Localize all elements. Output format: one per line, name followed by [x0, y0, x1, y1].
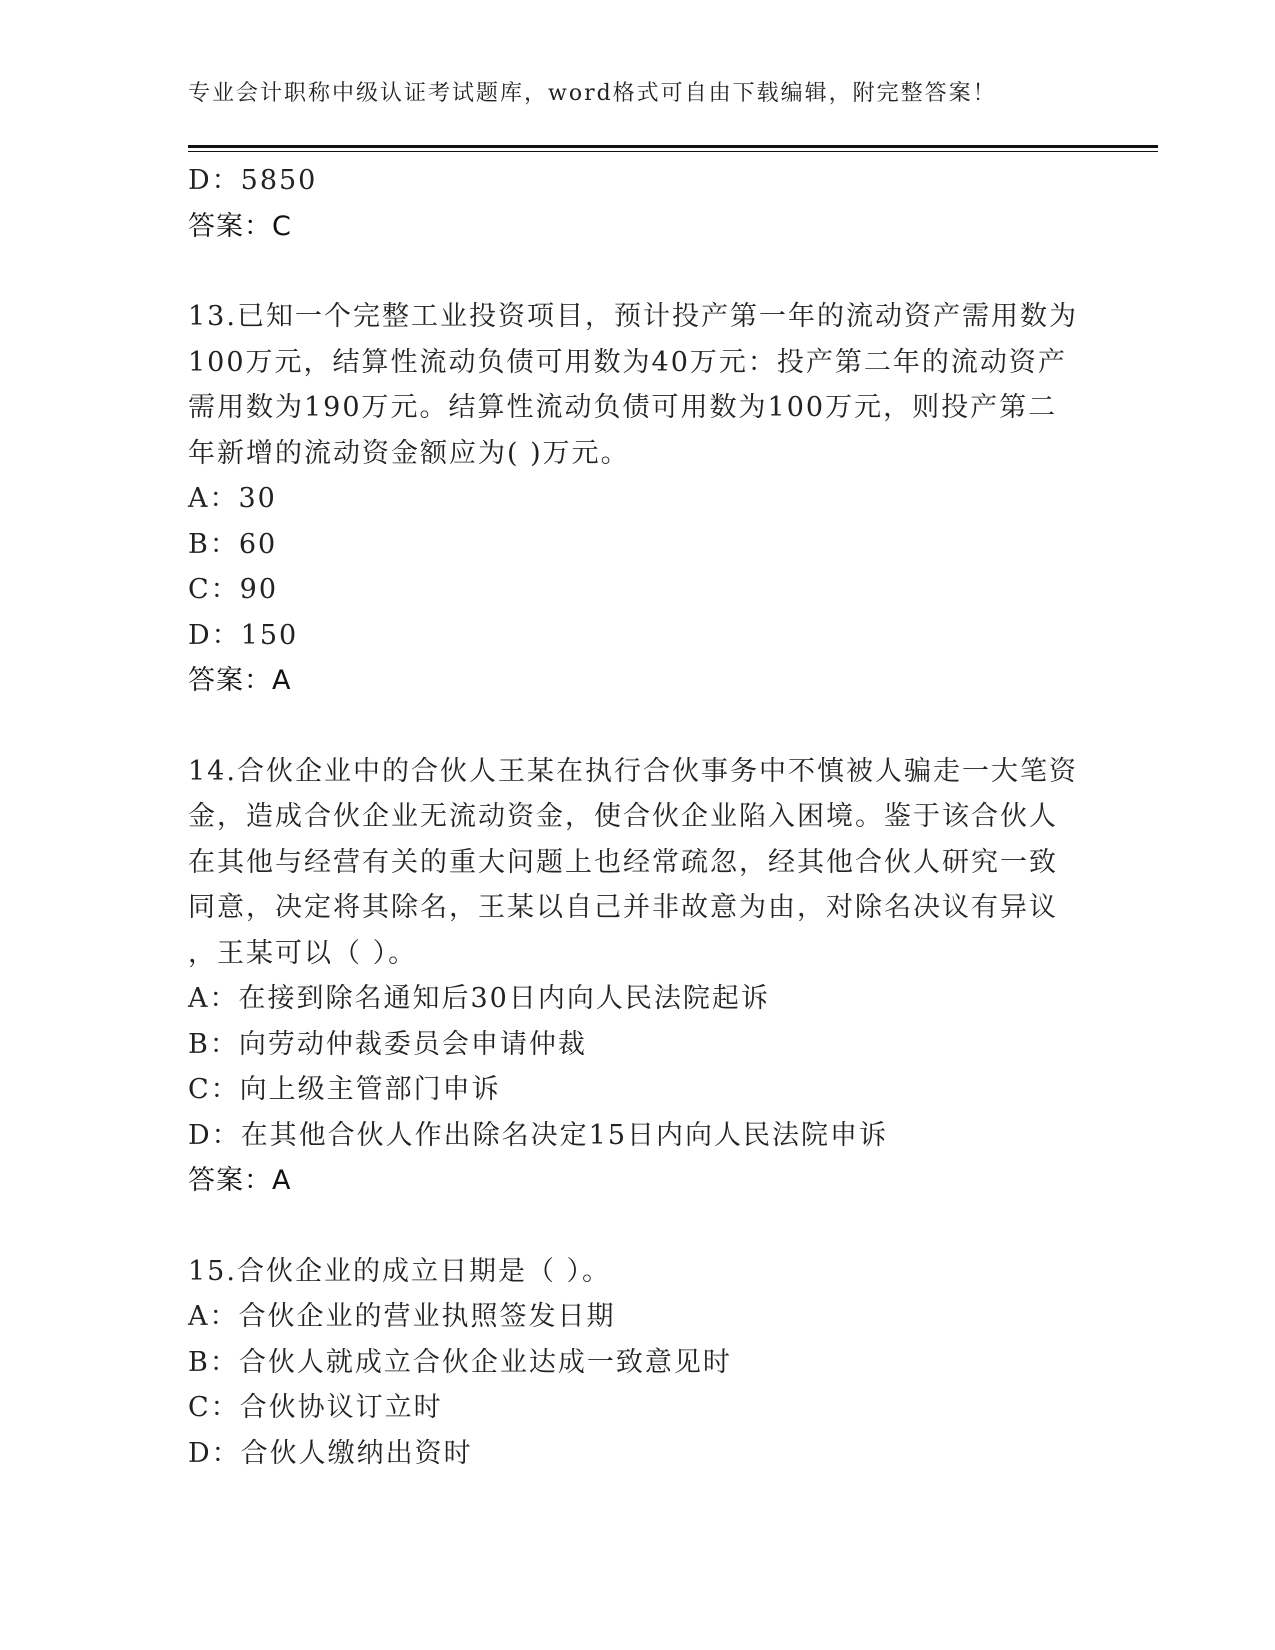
- question-15: [188, 1249, 1088, 1477]
- header-rule-thin: [188, 151, 1158, 152]
- option-d: D：150: [188, 619, 299, 651]
- prev-option-d: D：5850: [188, 165, 318, 196]
- page-header: 专业会计职称中级认证考试题库，word格式可自由下载编辑，附完整答案！: [188, 81, 997, 106]
- question-content: [188, 158, 1088, 1476]
- option-b: B：60: [188, 528, 278, 560]
- option-a: A：合伙企业的营业执照签发日期: [188, 1301, 616, 1332]
- option-c: C：90: [188, 574, 279, 605]
- question-stem-line: 金，造成合伙企业无流动资金，使合伙企业陷入困境。鉴于该合伙人: [188, 801, 1058, 832]
- option-a: A：30: [188, 483, 277, 514]
- question-stem-line: 100万元，结算性流动负债可用数为40万元：投产第二年的流动资产: [188, 346, 1067, 378]
- question-stem-line: 在其他与经营有关的重大问题上也经常疏忽，经其他合伙人研究一致: [188, 846, 1058, 878]
- header-rule-thick: [188, 145, 1158, 148]
- option-c: C：向上级主管部门申诉: [188, 1074, 501, 1105]
- question-stem-line: 13.已知一个完整工业投资项目，预计投产第一年的流动资产需用数为: [188, 301, 1078, 332]
- option-b: B：合伙人就成立合伙企业达成一致意见时: [188, 1346, 732, 1378]
- question-stem-line: ，王某可以（ ）。: [188, 937, 418, 969]
- prev-answer: 答案：C: [188, 210, 292, 242]
- option-d: D：合伙人缴纳出资时: [188, 1437, 473, 1469]
- question-stem-line: 14.合伙企业中的合伙人王某在执行合伙事务中不慎被人骗走一大笔资: [188, 755, 1078, 787]
- option-b: B：向劳动仲裁委员会申请仲裁: [188, 1028, 587, 1060]
- spacer: [188, 249, 1088, 294]
- question-14: [188, 749, 1088, 1204]
- option-c: C：合伙协议订立时: [188, 1392, 443, 1423]
- spacer: [188, 704, 1088, 749]
- spacer: [188, 1204, 1088, 1249]
- option-a: A：在接到除名通知后30日内向人民法院起诉: [188, 983, 770, 1014]
- question-13: [188, 294, 1088, 704]
- option-d: D：在其他合伙人作出除名决定15日内向人民法院申诉: [188, 1119, 889, 1151]
- question-stem-line: 15.合伙企业的成立日期是（ ）。: [188, 1255, 612, 1287]
- question-stem-line: 同意，决定将其除名，王某以自己并非故意为由，对除名决议有异议: [188, 892, 1058, 923]
- question-stem-line: 需用数为190万元。结算性流动负债可用数为100万元，则投产第二: [188, 392, 1058, 423]
- answer: 答案：A: [188, 665, 292, 696]
- answer: 答案：A: [188, 1165, 292, 1196]
- question-stem-line: 年新增的流动资金额应为( )万元。: [188, 437, 630, 469]
